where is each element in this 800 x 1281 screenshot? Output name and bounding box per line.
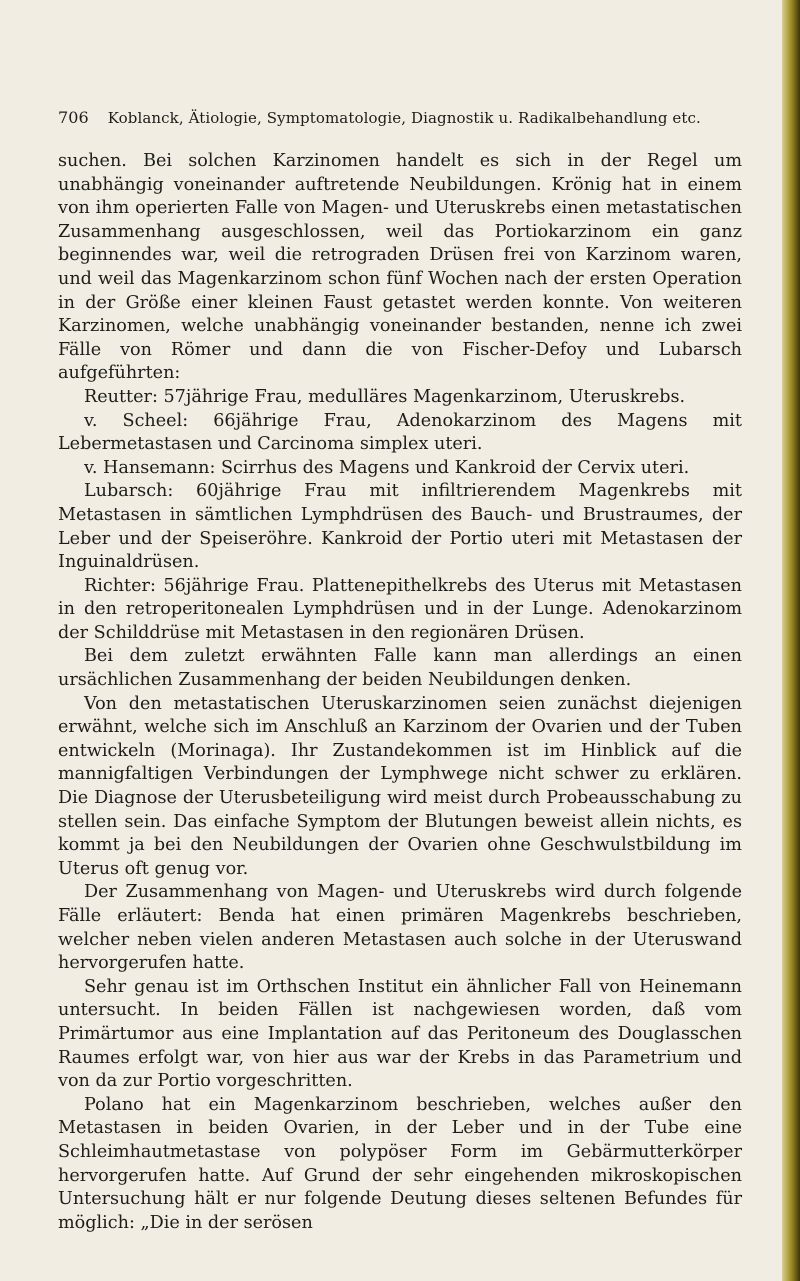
body-text: [58, 150, 742, 1235]
paragraph: suchen. Bei solchen Karzinomen handelt es sich in der Regel um unabhängig voneinander auftretende Neubildungen. Krönig hat in einem von ihm operierten Falle von Magen- und Uteruskrebs einen metastatischen Zusammenhang ausgeschlossen, weil das Portiokarzinom ein ganz beginnendes war, weil die retrograden Drüsen frei von Karzinom waren, und weil das Magenkarzinom schon fünf Wochen nach der ersten Operation in der Größe einer kleinen Faust getastet werden konnte. Von weiteren Karzinomen, welche unabhängig voneinander bestanden, nenne ich zwei Fälle von Römer und dann die von Fischer-Defoy und Lubarsch aufgeführten:: [58, 151, 742, 384]
page-number: 706: [58, 108, 89, 127]
case-entry-lubarsch: Lubarsch: 60jährige Frau mit infiltrierendem Magenkrebs mit Metastasen in sämtlichen Lymphdrüsen des Bauch- und Brustraumes, der Leber und der Speiseröhre. Kankroid der Portio uteri mit Metastasen der Inguinaldrüsen.: [58, 481, 742, 573]
running-title: Koblanck, Ätiologie, Symptomatologie, Diagnostik u. Radikalbehandlung etc.: [107, 109, 701, 127]
paragraph: Von den metastatischen Uteruskarzinomen seien zunächst diejenigen erwähnt, welche sich im Anschluß an Karzinom der Ovarien und der Tuben entwickeln (Morinaga). Ihr Zustandekommen ist im Hinblick auf die mannigfaltigen Verbindungen der Lymphwege nicht schwer zu erklären. Die Diagnose der Uterusbeteiligung wird meist durch Probeausschabung zu stellen sein. Das einfache Symptom der Blutungen beweist allein nichts, es kommt ja bei den Neubildungen der Ovarien ohne Geschwulstbildung im Uterus oft genug vor.: [58, 693, 742, 879]
case-entry-reutter: Reutter: 57jährige Frau, medulläres Magenkarzinom, Uteruskrebs.: [84, 386, 686, 407]
case-entry-hansemann: v. Hansemann: Scirrhus des Magens und Kankroid der Cervix uteri.: [84, 457, 690, 478]
running-header: [58, 108, 738, 127]
paragraph: Der Zusammenhang von Magen- und Uteruskrebs wird durch folgende Fälle erläutert: Benda hat einen primären Magenkrebs beschrieben, welcher neben vielen anderen Metastasen auch solche in der Uteruswand hervorgerufen hatte.: [58, 882, 742, 974]
paragraph: Sehr genau ist im Orthschen Institut ein ähnlicher Fall von Heinemann untersucht. In beiden Fällen ist nachgewiesen worden, daß vom Primärtumor aus eine Implantation auf das Peritoneum des Douglasschen Raumes erfolgt war, von hier aus war der Krebs in das Parametrium und von da zur Portio vorgeschritten.: [58, 976, 742, 1092]
page-edge: [782, 0, 800, 1281]
paragraph: Polano hat ein Magenkarzinom beschrieben, welches außer den Metastasen in beiden Ovarien, in der Leber und in der Tube eine Schleimhautmetastase von polypöser Form im Gebärmutterkörper hervorgerufen hatte. Auf Grund der sehr eingehenden mikroskopischen Untersuchung hält er nur folgende Deutung dieses seltenen Befundes für möglich: „Die in der serösen: [58, 1094, 742, 1233]
paragraph: Bei dem zuletzt erwähnten Falle kann man allerdings an einen ursächlichen Zusammenhang der beiden Neubildungen denken.: [58, 646, 742, 691]
case-entry-richter: Richter: 56jährige Frau. Plattenepithelkrebs des Uterus mit Metastasen in den retroperitonealen Lymphdrüsen und in der Lunge. Adenokarzinom der Schilddrüse mit Metastasen in den regionären Drüsen.: [58, 575, 742, 643]
case-entry-scheel: v. Scheel: 66jährige Frau, Adenokarzinom des Magens mit Lebermetastasen und Carcinoma simplex uteri.: [58, 410, 742, 455]
